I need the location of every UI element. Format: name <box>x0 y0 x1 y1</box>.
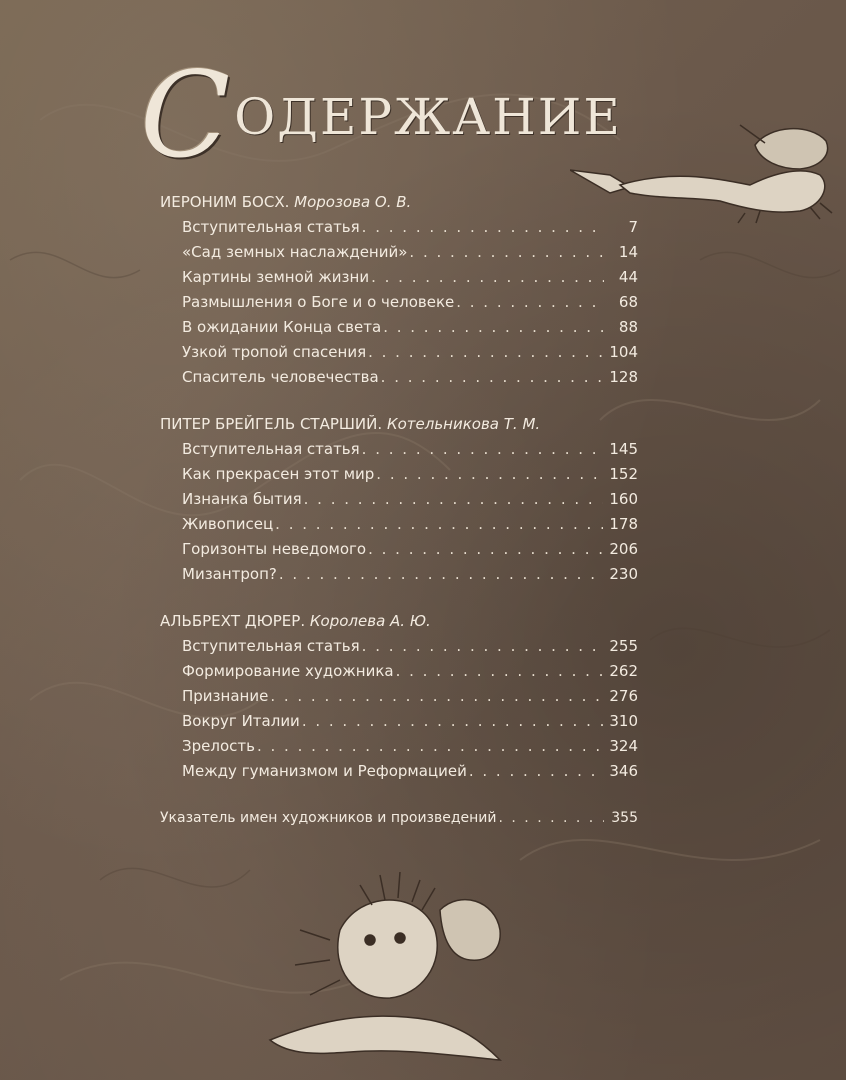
section-author: Королева А. Ю. <box>309 612 431 630</box>
toc-entry[interactable] <box>160 734 638 759</box>
toc-entry[interactable] <box>160 315 638 340</box>
entry-title: «Сад земных наслаждений» <box>182 243 408 261</box>
leader-dots <box>304 487 604 512</box>
entry-title: Вступительная статья <box>182 637 360 655</box>
leader-dots <box>376 462 603 487</box>
leader-dots <box>302 709 604 734</box>
entry-title: Признание <box>182 687 269 705</box>
section-name: ИЕРОНИМ БОСХ. <box>160 193 290 211</box>
section-heading <box>160 412 638 437</box>
leader-dots <box>257 734 603 759</box>
entry-page: 152 <box>609 465 638 483</box>
toc-entry[interactable] <box>160 240 638 265</box>
entry-page: 355 <box>611 810 638 826</box>
leader-dots <box>362 215 604 240</box>
section-author: Морозова О. В. <box>294 193 412 211</box>
entry-page: 88 <box>618 318 638 336</box>
toc-entry[interactable] <box>160 437 638 462</box>
entry-title: Вступительная статья <box>182 218 360 236</box>
section-author: Котельникова Т. М. <box>386 415 541 433</box>
entry-title: В ожидании Конца света <box>182 318 382 336</box>
toc-entry[interactable] <box>160 512 638 537</box>
toc-section <box>160 609 638 784</box>
entry-page: 346 <box>609 762 638 780</box>
toc-entry[interactable] <box>160 340 638 365</box>
page-title <box>140 44 622 184</box>
entry-page: 324 <box>609 737 638 755</box>
entry-title: Зрелость <box>182 737 255 755</box>
entry-title: Узкой тропой спасения <box>182 343 367 361</box>
leader-dots <box>371 265 604 290</box>
section-heading <box>160 609 638 634</box>
leader-dots <box>381 365 604 390</box>
entry-title: Вступительная статья <box>182 440 360 458</box>
toc-entry[interactable] <box>160 709 638 734</box>
entry-title: Между гуманизмом и Реформацией <box>182 762 467 780</box>
entry-title: Указатель имен художников и произведений <box>160 810 497 826</box>
entry-page: 310 <box>609 712 638 730</box>
toc-section <box>160 412 638 587</box>
entry-page: 262 <box>609 662 638 680</box>
table-of-contents <box>160 190 638 831</box>
entry-title: Изнанка бытия <box>182 490 302 508</box>
index-entry[interactable] <box>160 806 638 831</box>
section-name: АЛЬБРЕХТ ДЮРЕР. <box>160 612 306 630</box>
toc-entry[interactable] <box>160 659 638 684</box>
toc-entry[interactable] <box>160 759 638 784</box>
entry-page: 7 <box>628 218 638 236</box>
entry-title: Спаситель человечества <box>182 368 379 386</box>
entry-title: Горизонты неведомого <box>182 540 367 558</box>
decorative-dropcap: С <box>140 46 231 184</box>
page-title-text: ОДЕРЖАНИЕ <box>234 88 622 146</box>
entry-page: 178 <box>609 515 638 533</box>
leader-dots <box>279 562 603 587</box>
toc-entry[interactable] <box>160 537 638 562</box>
section-heading <box>160 190 638 215</box>
toc-entry[interactable] <box>160 487 638 512</box>
leader-dots <box>383 315 604 340</box>
entry-title: Как прекрасен этот мир <box>182 465 375 483</box>
entry-title: Живописец <box>182 515 274 533</box>
toc-entry[interactable] <box>160 365 638 390</box>
entry-title: Формирование художника <box>182 662 394 680</box>
section-name: ПИТЕР БРЕЙГЕЛЬ СТАРШИЙ. <box>160 415 383 433</box>
entry-page: 276 <box>609 687 638 705</box>
leader-dots <box>456 290 604 315</box>
entry-title: Мизантроп? <box>182 565 277 583</box>
toc-entry[interactable] <box>160 634 638 659</box>
leader-dots <box>362 437 604 462</box>
entry-page: 230 <box>609 565 638 583</box>
entry-page: 145 <box>609 440 638 458</box>
entry-page: 14 <box>618 243 638 261</box>
entry-title: Вокруг Италии <box>182 712 300 730</box>
leader-dots <box>469 759 604 784</box>
leader-dots <box>409 240 604 265</box>
entry-page: 255 <box>609 637 638 655</box>
entry-page: 104 <box>609 343 638 361</box>
entry-title: Размышления о Боге и о человеке <box>182 293 455 311</box>
entry-page: 44 <box>618 268 638 286</box>
toc-entry[interactable] <box>160 215 638 240</box>
leader-dots <box>362 634 604 659</box>
leader-dots <box>270 684 603 709</box>
leader-dots <box>275 512 603 537</box>
toc-entry[interactable] <box>160 462 638 487</box>
leader-dots <box>499 806 605 831</box>
entry-page: 206 <box>609 540 638 558</box>
leader-dots <box>368 340 603 365</box>
creature-illustration-bottom <box>230 870 520 1070</box>
toc-entry[interactable] <box>160 684 638 709</box>
toc-entry[interactable] <box>160 265 638 290</box>
toc-entry[interactable] <box>160 290 638 315</box>
entry-page: 68 <box>618 293 638 311</box>
toc-section <box>160 190 638 390</box>
leader-dots <box>368 537 603 562</box>
leader-dots <box>396 659 604 684</box>
entry-page: 128 <box>609 368 638 386</box>
toc-entry[interactable] <box>160 562 638 587</box>
entry-title: Картины земной жизни <box>182 268 370 286</box>
entry-page: 160 <box>609 490 638 508</box>
